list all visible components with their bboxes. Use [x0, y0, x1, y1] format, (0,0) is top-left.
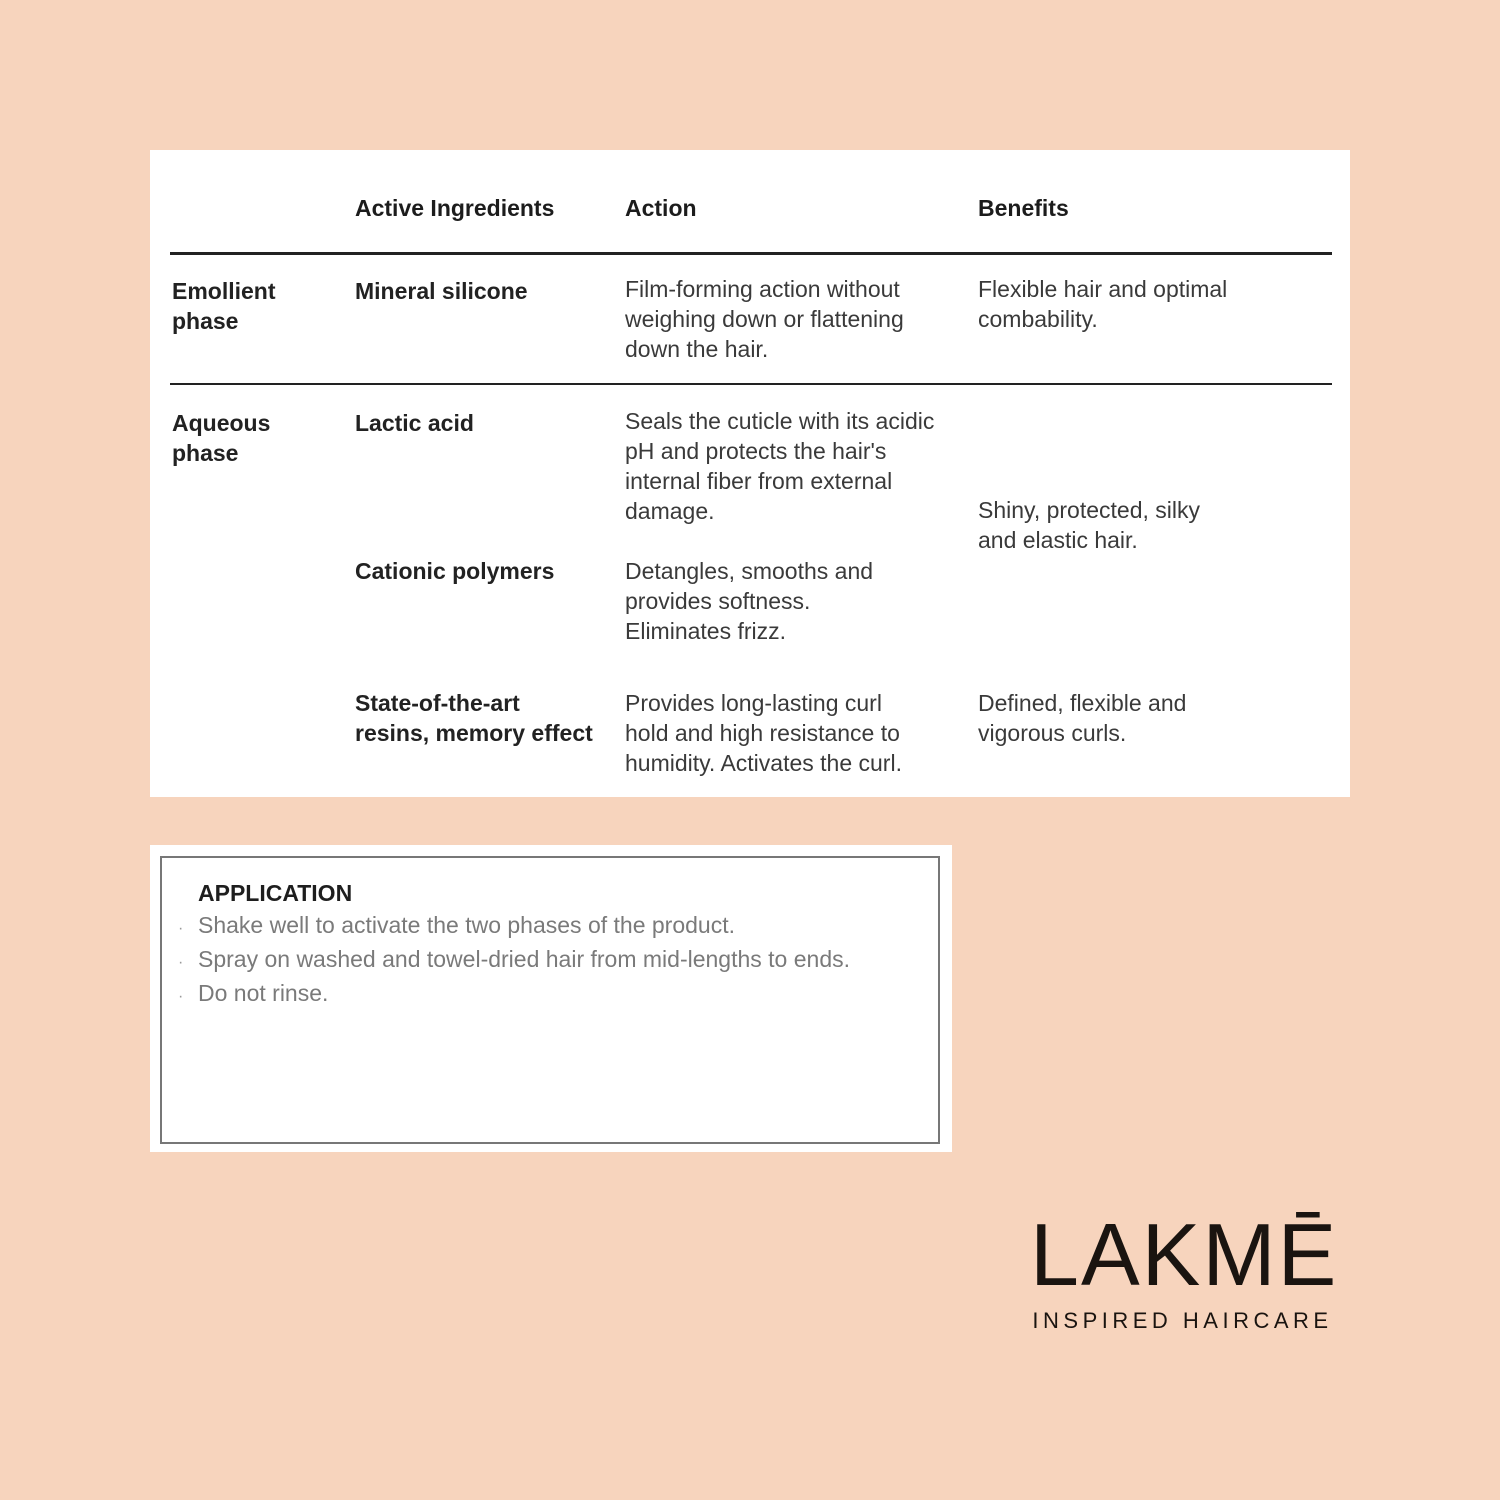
header-benefits: Benefits — [978, 195, 1069, 221]
ingredient-mineral-silicone: Mineral silicone — [355, 278, 528, 304]
phase-aqueous: Aqueous phase — [172, 410, 271, 466]
application-list — [178, 910, 850, 1012]
application-item-text: Spray on washed and towel-dried hair from mid-lengths to ends. — [198, 946, 851, 972]
bullet-icon: · — [178, 954, 184, 971]
benefit-aqueous: Shiny, protected, silky and elastic hair. — [978, 497, 1201, 553]
ingredient-resins: State-of-the-art resins, memory effect — [355, 690, 593, 746]
application-item — [178, 944, 850, 978]
application-box — [160, 856, 940, 1144]
application-panel — [150, 845, 952, 1152]
header-action: Action — [625, 195, 697, 221]
application-title: APPLICATION — [198, 880, 353, 906]
action-lactic-acid: Seals the cuticle with its acidic pH and protects the hair's internal fiber from external damage. — [625, 408, 935, 524]
application-item-text: Shake well to activate the two phases of the product. — [198, 912, 735, 938]
ingredients-table — [150, 150, 1350, 797]
ingredient-cationic-polymers: Cationic polymers — [355, 558, 555, 584]
header-divider — [170, 252, 1332, 255]
bullet-icon: · — [178, 988, 184, 1005]
brand-tagline: INSPIRED HAIRCARE — [1032, 1308, 1333, 1333]
row-divider — [170, 383, 1332, 385]
application-item — [178, 910, 850, 944]
bullet-icon: · — [178, 920, 184, 937]
benefit-resins: Defined, flexible and vigorous curls. — [978, 690, 1187, 746]
benefit-mineral-silicone: Flexible hair and optimal combability. — [978, 276, 1228, 332]
brand-name: LAKMĒ — [1030, 1205, 1339, 1304]
ingredient-lactic-acid: Lactic acid — [355, 410, 474, 436]
phase-emollient: Emollient phase — [172, 278, 276, 334]
brand-logo — [1030, 1205, 1339, 1334]
action-resins: Provides long-lasting curl hold and high resistance to humidity. Activates the curl. — [625, 690, 902, 776]
header-active-ingredients: Active Ingredients — [355, 195, 555, 221]
action-mineral-silicone: Film-forming action without weighing down or flattening down the hair. — [625, 276, 904, 362]
application-item-text: Do not rinse. — [198, 980, 329, 1006]
application-item — [178, 978, 850, 1012]
action-cationic-polymers: Detangles, smooths and provides softness. Eliminates frizz. — [625, 558, 874, 644]
